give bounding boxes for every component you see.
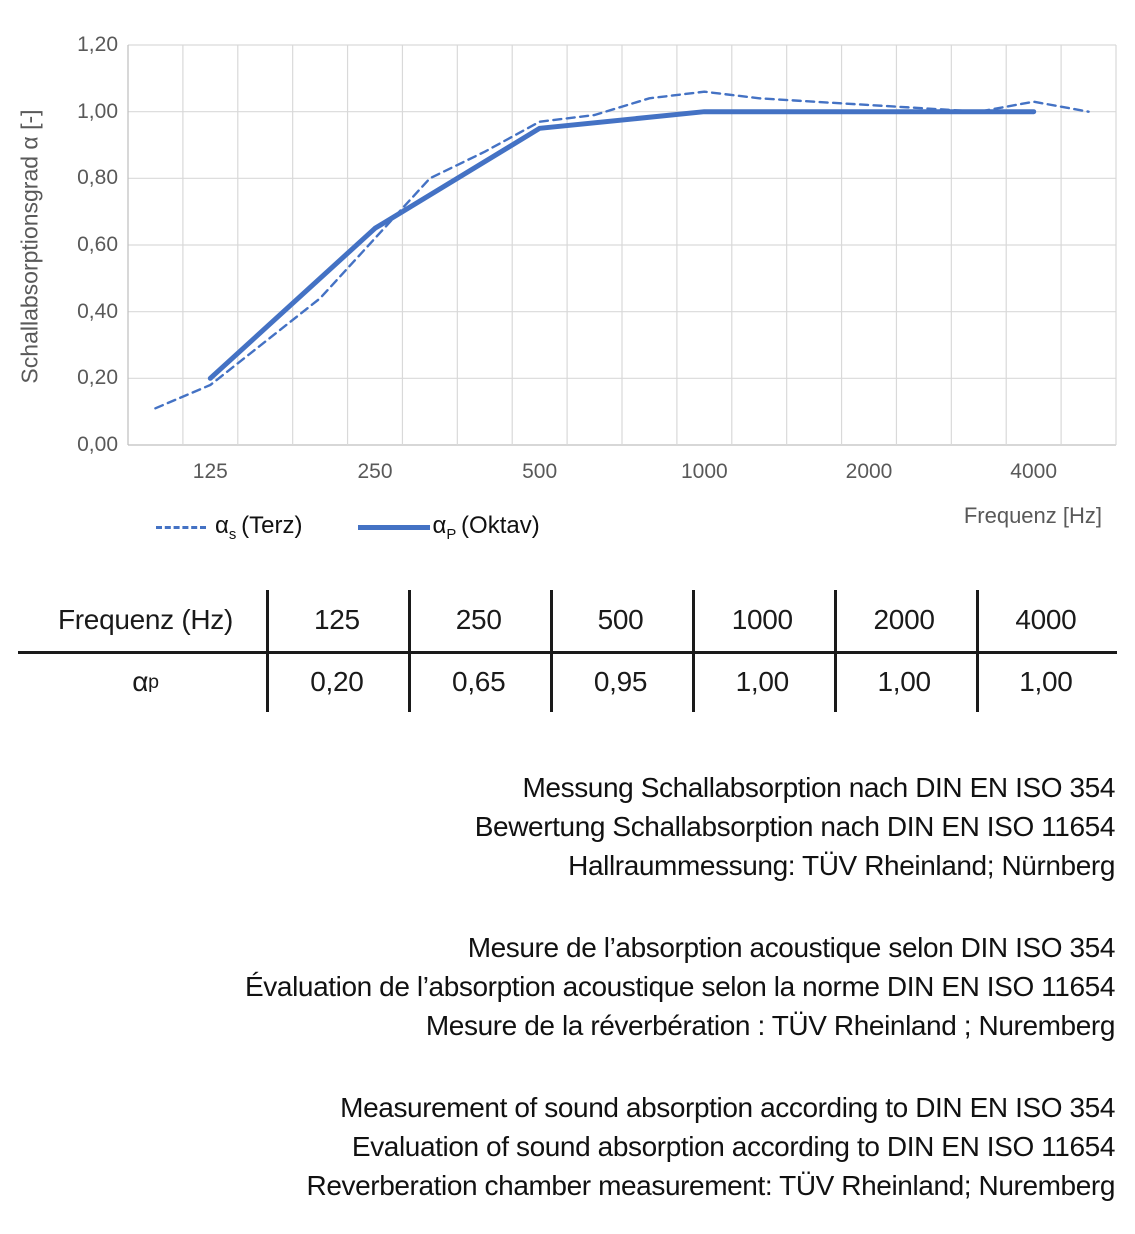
table-value-125: 0,20: [310, 666, 364, 697]
y-tick-label: 0,00: [77, 433, 118, 456]
absorption-chart: [0, 0, 1135, 570]
x-tick-label: 250: [357, 460, 393, 483]
english-measurement-notes: [15, 1088, 1115, 1205]
table-column-separator: [692, 590, 695, 712]
y-axis-title: Schallabsorptionsgrad α [-]: [16, 109, 43, 384]
table-value-2000: 1,00: [877, 666, 931, 697]
text-line: Messung Schallabsorption nach DIN EN ISO 354: [522, 772, 1115, 803]
table-row-label-alpha-p: α p: [132, 666, 159, 697]
x-tick-label: 2000: [845, 460, 893, 483]
table-header-2000: 2000: [873, 604, 935, 635]
table-header-500: 500: [597, 604, 644, 635]
table-header-frequency: Frequenz (Hz): [57, 604, 234, 635]
table-column-separator: [976, 590, 979, 712]
y-tick-label: 0,60: [77, 233, 118, 256]
table-value-500: 0,95: [593, 666, 648, 697]
text-line: Mesure de l’absorption acoustique selon DIN ISO 354: [467, 932, 1115, 963]
text-line: Mesure de la réverbération : TÜV Rheinland ; Nuremberg: [425, 1010, 1115, 1041]
y-tick-label: 0,40: [77, 299, 118, 323]
text-line: Measurement of sound absorption according to DIN EN ISO 354: [340, 1092, 1115, 1123]
table-column-separator: [834, 590, 837, 712]
table-column-separator: [550, 590, 553, 712]
table-column-separator: [408, 590, 411, 712]
table-value-250: 0,65: [452, 666, 506, 697]
table-header-1000: 1000: [731, 604, 793, 635]
legend-dashed-line-sample: [156, 526, 206, 529]
german-measurement-notes: [15, 768, 1115, 885]
x-axis-title: Frequenz [Hz]: [963, 503, 1102, 528]
table-horizontal-rule: [18, 651, 1117, 654]
table-header-125: 125: [313, 604, 360, 635]
text-line: Evaluation of sound absorption according to DIN EN ISO 11654: [351, 1131, 1115, 1162]
text-line: Reverberation chamber measurement: TÜV Rheinland; Nuremberg: [306, 1170, 1115, 1201]
y-tick-label: 1,20: [77, 33, 118, 56]
table-header-250: 250: [455, 604, 502, 635]
absorption-values-table: [25, 588, 1117, 712]
table-value-1000: 1,00: [735, 666, 789, 697]
legend-label-terz: $\alpha_s$ (Terz): [215, 512, 303, 543]
text-line: Bewertung Schallabsorption nach DIN EN ISO 11654: [474, 811, 1115, 842]
x-tick-label: 1000: [680, 460, 728, 483]
x-tick-label: 4000: [1010, 460, 1058, 483]
table-column-separator: [266, 590, 269, 712]
chart-gridlines: [128, 45, 1116, 445]
chart-legend: [156, 512, 540, 543]
table-value-4000: 1,00: [1019, 666, 1073, 697]
y-tick-label: 0,20: [77, 366, 118, 390]
y-tick-label: 0,80: [77, 166, 118, 190]
text-line: Évaluation de l’absorption acoustique selon la norme DIN EN ISO 11654: [245, 971, 1115, 1002]
legend-solid-line-sample: [358, 525, 430, 530]
y-tick-label: 1,00: [77, 99, 118, 123]
chart-canvas: [0, 0, 1135, 570]
x-tick-label: 500: [522, 460, 558, 483]
table-header-4000: 4000: [1015, 604, 1077, 635]
text-line: Hallraummessung: TÜV Rheinland; Nürnberg: [568, 850, 1115, 881]
x-tick-label: 125: [192, 460, 228, 483]
french-measurement-notes: [15, 928, 1115, 1045]
legend-label-oktav: $\alpha_P$ (Oktav): [432, 512, 540, 543]
